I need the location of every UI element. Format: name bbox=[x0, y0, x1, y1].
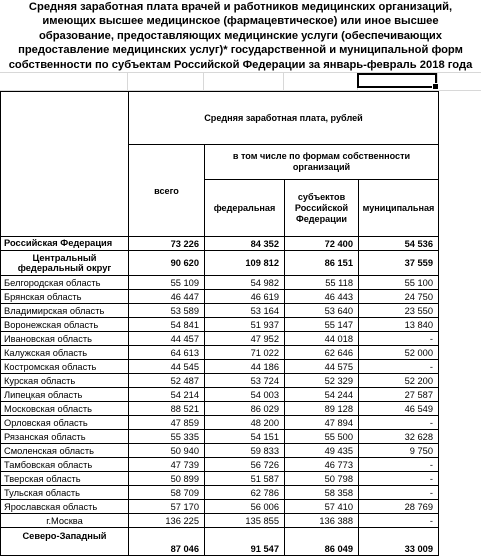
table-row bbox=[1, 430, 439, 444]
cell-region[interactable]: Ивановская область bbox=[1, 332, 129, 346]
cell-region[interactable]: Орловская область bbox=[1, 416, 129, 430]
cell-total[interactable]: 44 545 bbox=[129, 360, 205, 374]
table-row bbox=[1, 486, 439, 500]
cell-subject[interactable]: 57 410 bbox=[285, 500, 359, 514]
header-subjects[interactable]: субъектов Российской Федерации bbox=[285, 180, 359, 237]
cell-region[interactable]: Калужская область bbox=[1, 346, 129, 360]
cell-region[interactable]: Тамбовская область bbox=[1, 458, 129, 472]
table-row bbox=[1, 276, 439, 290]
cell-total[interactable]: 47 859 bbox=[129, 416, 205, 430]
table-row bbox=[1, 402, 439, 416]
table-row bbox=[1, 332, 439, 346]
header-municipal[interactable]: муниципальная bbox=[359, 180, 439, 237]
cell-region[interactable]: Рязанская область bbox=[1, 430, 129, 444]
cell-municipal[interactable]: 13 840 bbox=[359, 318, 439, 332]
cell-region[interactable]: Курская область bbox=[1, 374, 129, 388]
cell-subject[interactable]: 54 244 bbox=[285, 388, 359, 402]
cell-region[interactable]: Смоленская область bbox=[1, 444, 129, 458]
cell-municipal[interactable]: 52 000 bbox=[359, 346, 439, 360]
table-row bbox=[1, 528, 439, 556]
cell-subject[interactable]: 55 500 bbox=[285, 430, 359, 444]
table-row bbox=[1, 360, 439, 374]
cell-municipal[interactable]: - bbox=[359, 332, 439, 346]
cell-total[interactable]: 44 457 bbox=[129, 332, 205, 346]
table-row bbox=[1, 290, 439, 304]
fill-handle[interactable] bbox=[432, 83, 439, 90]
cell-region[interactable]: Тульская область bbox=[1, 486, 129, 500]
cell-federal[interactable]: 54 003 bbox=[205, 388, 285, 402]
cell-total[interactable]: 53 589 bbox=[129, 304, 205, 318]
header-federal[interactable]: федеральная bbox=[205, 180, 285, 237]
cell-total[interactable]: 57 170 bbox=[129, 500, 205, 514]
cell-region[interactable]: Северо-Западный bbox=[1, 528, 129, 556]
table-row bbox=[1, 444, 439, 458]
table-row bbox=[1, 514, 439, 528]
table-row bbox=[1, 388, 439, 402]
cell-subject[interactable]: 86 049 bbox=[285, 528, 359, 556]
corner-header-cell[interactable] bbox=[1, 92, 129, 237]
cell-subject[interactable]: 53 640 bbox=[285, 304, 359, 318]
cell-federal[interactable]: 56 006 bbox=[205, 500, 285, 514]
header-average-salary[interactable]: Средняя заработная плата, рублей bbox=[129, 92, 439, 145]
cell-total[interactable]: 54 841 bbox=[129, 318, 205, 332]
cell-municipal[interactable]: 23 550 bbox=[359, 304, 439, 318]
cell-federal[interactable]: 46 619 bbox=[205, 290, 285, 304]
cell-total[interactable]: 54 214 bbox=[129, 388, 205, 402]
table-row bbox=[1, 472, 439, 486]
cell-municipal[interactable]: 27 587 bbox=[359, 388, 439, 402]
header-total[interactable]: всего bbox=[129, 145, 205, 237]
cell-total[interactable]: 50 899 bbox=[129, 472, 205, 486]
cell-federal[interactable]: 44 186 bbox=[205, 360, 285, 374]
cell-subject[interactable]: 50 798 bbox=[285, 472, 359, 486]
cell-federal[interactable]: 59 833 bbox=[205, 444, 285, 458]
header-ownership-forms[interactable]: в том числе по формам собственности организаций bbox=[205, 145, 439, 180]
title-line: Средняя заработная плата врачей и работников медицинских организаций, bbox=[28, 1, 453, 13]
table-row bbox=[1, 458, 439, 472]
cell-total[interactable]: 73 226 bbox=[129, 237, 205, 251]
cell-region[interactable]: Тверская область bbox=[1, 472, 129, 486]
cell-subject[interactable]: 47 894 bbox=[285, 416, 359, 430]
cell-subject[interactable]: 44 018 bbox=[285, 332, 359, 346]
cell-municipal[interactable]: 24 750 bbox=[359, 290, 439, 304]
cell-municipal[interactable]: 55 100 bbox=[359, 276, 439, 290]
cell-federal[interactable]: 109 812 bbox=[205, 251, 285, 276]
cell-region[interactable]: Брянская область bbox=[1, 290, 129, 304]
title-line: предоставление медицинских услуг)* государственной и муниципальной форм bbox=[18, 44, 463, 57]
cell-municipal[interactable]: - bbox=[359, 416, 439, 430]
cell-federal[interactable]: 56 726 bbox=[205, 458, 285, 472]
title-line: собственности по субъектам Российской Федерации за январь-февраль 2018 года bbox=[8, 58, 473, 71]
cell-federal[interactable]: 135 855 bbox=[205, 514, 285, 528]
cell-total[interactable]: 55 335 bbox=[129, 430, 205, 444]
cell-federal[interactable]: 51 937 bbox=[205, 318, 285, 332]
cell-region[interactable]: Владимирская область bbox=[1, 304, 129, 318]
cell-subject[interactable]: 52 329 bbox=[285, 374, 359, 388]
cell-total[interactable]: 90 620 bbox=[129, 251, 205, 276]
table-row bbox=[1, 237, 439, 251]
cell-total[interactable]: 64 613 bbox=[129, 346, 205, 360]
cell-federal[interactable]: 47 952 bbox=[205, 332, 285, 346]
cell-region[interactable]: Ярославская область bbox=[1, 500, 129, 514]
title-line: образование, предоставляющих медицинские услуги (обеспечивающих bbox=[38, 29, 443, 42]
cell-federal[interactable]: 51 587 bbox=[205, 472, 285, 486]
cell-subject[interactable]: 62 646 bbox=[285, 346, 359, 360]
cell-subject[interactable]: 136 388 bbox=[285, 514, 359, 528]
cell-municipal[interactable]: 52 200 bbox=[359, 374, 439, 388]
cell-federal[interactable]: 71 022 bbox=[205, 346, 285, 360]
salary-table bbox=[0, 91, 439, 556]
cell-municipal[interactable]: 9 750 bbox=[359, 444, 439, 458]
cell-region[interactable]: Центральный федеральный округ bbox=[1, 251, 129, 276]
cell-region[interactable]: г.Москва bbox=[1, 514, 129, 528]
cell-municipal[interactable]: 28 769 bbox=[359, 500, 439, 514]
cell-federal[interactable]: 54 151 bbox=[205, 430, 285, 444]
cell-subject[interactable]: 86 151 bbox=[285, 251, 359, 276]
cell-subject[interactable]: 46 773 bbox=[285, 458, 359, 472]
cell-total[interactable]: 50 940 bbox=[129, 444, 205, 458]
cell-region[interactable]: Воронежская область bbox=[1, 318, 129, 332]
cell-municipal[interactable]: - bbox=[359, 486, 439, 500]
cell-municipal[interactable]: - bbox=[359, 360, 439, 374]
cell-subject[interactable]: 46 443 bbox=[285, 290, 359, 304]
cell-municipal[interactable]: 46 549 bbox=[359, 402, 439, 416]
cell-total[interactable]: 88 521 bbox=[129, 402, 205, 416]
table-row bbox=[1, 346, 439, 360]
cell-subject[interactable]: 55 118 bbox=[285, 276, 359, 290]
cell-total[interactable]: 58 709 bbox=[129, 486, 205, 500]
cell-total[interactable]: 47 739 bbox=[129, 458, 205, 472]
cell-region[interactable]: Российская Федерация bbox=[1, 237, 129, 251]
cell-total[interactable]: 136 225 bbox=[129, 514, 205, 528]
cell-region[interactable]: Белгородская область bbox=[1, 276, 129, 290]
table-row bbox=[1, 251, 439, 276]
cell-municipal[interactable]: 37 559 bbox=[359, 251, 439, 276]
cell-federal[interactable]: 53 724 bbox=[205, 374, 285, 388]
cell-subject[interactable]: 89 128 bbox=[285, 402, 359, 416]
cell-federal[interactable]: 91 547 bbox=[205, 528, 285, 556]
cell-region[interactable]: Липецкая область bbox=[1, 388, 129, 402]
table-row bbox=[1, 374, 439, 388]
cell-region[interactable]: Московская область bbox=[1, 402, 129, 416]
cell-subject[interactable]: 44 575 bbox=[285, 360, 359, 374]
cell-total[interactable]: 52 487 bbox=[129, 374, 205, 388]
cell-municipal[interactable]: - bbox=[359, 514, 439, 528]
table-row bbox=[1, 304, 439, 318]
cell-federal[interactable]: 54 982 bbox=[205, 276, 285, 290]
cell-subject[interactable]: 55 147 bbox=[285, 318, 359, 332]
cell-municipal[interactable]: - bbox=[359, 472, 439, 486]
cell-federal[interactable]: 86 029 bbox=[205, 402, 285, 416]
cell-total[interactable]: 87 046 bbox=[129, 528, 205, 556]
cell-municipal[interactable]: 33 009 bbox=[359, 528, 439, 556]
cell-municipal[interactable]: - bbox=[359, 458, 439, 472]
table-row bbox=[1, 318, 439, 332]
cell-municipal[interactable]: 32 628 bbox=[359, 430, 439, 444]
selected-cell[interactable] bbox=[357, 73, 437, 88]
table-row bbox=[1, 416, 439, 430]
cell-subject[interactable]: 49 435 bbox=[285, 444, 359, 458]
report-title bbox=[0, 0, 481, 72]
cell-federal[interactable]: 53 164 bbox=[205, 304, 285, 318]
cell-federal[interactable]: 62 786 bbox=[205, 486, 285, 500]
cell-total[interactable]: 55 109 bbox=[129, 276, 205, 290]
cell-subject[interactable]: 72 400 bbox=[285, 237, 359, 251]
cell-region[interactable]: Костромская область bbox=[1, 360, 129, 374]
cell-municipal[interactable]: 54 536 bbox=[359, 237, 439, 251]
cell-subject[interactable]: 58 358 bbox=[285, 486, 359, 500]
cell-federal[interactable]: 48 200 bbox=[205, 416, 285, 430]
title-line: имеющих высшее медицинское (фармацевтическое) или иное высшее bbox=[42, 15, 439, 28]
table-row bbox=[1, 500, 439, 514]
cell-federal[interactable]: 84 352 bbox=[205, 237, 285, 251]
cell-total[interactable]: 46 447 bbox=[129, 290, 205, 304]
